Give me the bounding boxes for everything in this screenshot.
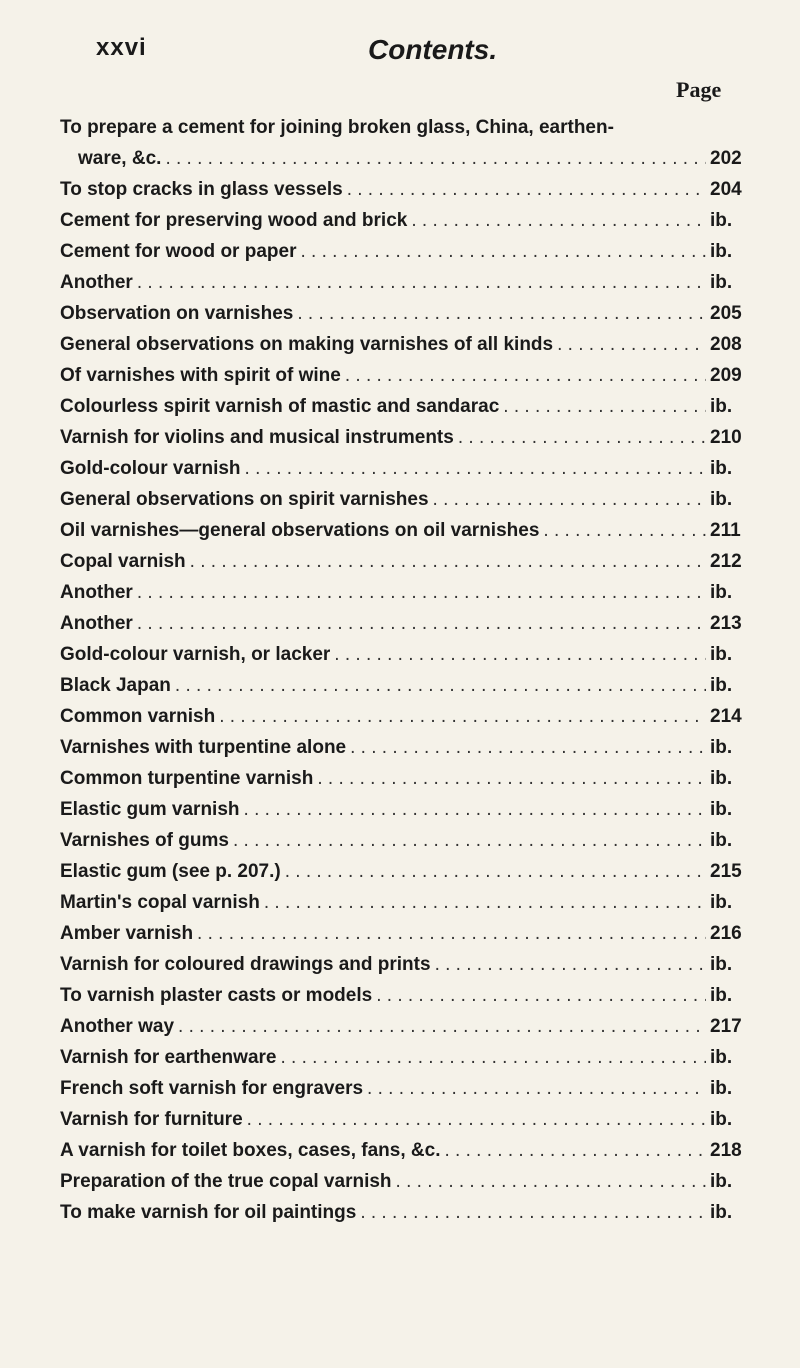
toc-entry <box>60 112 746 174</box>
toc-entry <box>60 329 746 360</box>
toc-entry-page: ib. <box>710 582 733 603</box>
toc-entry <box>60 422 746 453</box>
toc-entry-title: Preparation of the true copal varnish <box>60 1171 392 1192</box>
toc-entry-title: General observations on making varnishes of all kinds <box>60 334 554 355</box>
toc-entry-page: ib. <box>710 830 733 851</box>
toc-entry-row <box>60 763 746 794</box>
toc-entry-page: 216 <box>710 923 742 944</box>
toc-entry-title: Cement for preserving wood and brick <box>60 210 408 231</box>
toc-entry-row <box>60 918 746 949</box>
toc-entry-page: ib. <box>710 799 733 820</box>
toc-entry-title: Another <box>60 272 133 293</box>
toc-entry-title: Varnish for coloured drawings and prints <box>60 954 431 975</box>
toc-entry-page: ib. <box>710 768 733 789</box>
toc-entry-row <box>60 825 746 856</box>
toc-entry <box>60 670 746 701</box>
dot-leader <box>197 918 706 949</box>
dot-leader <box>458 422 706 453</box>
toc-entry-page: ib. <box>710 272 733 293</box>
toc-entry <box>60 1073 746 1104</box>
toc-entry-page: 210 <box>710 427 742 448</box>
toc-entry-page: 209 <box>710 365 742 386</box>
toc-entry-page: 208 <box>710 334 742 355</box>
dot-leader <box>433 484 706 515</box>
toc-entry-page: ib. <box>710 892 733 913</box>
toc-entry-page: ib. <box>710 396 733 417</box>
toc-entry-row <box>60 980 746 1011</box>
toc-entry-title: Varnish for earthenware <box>60 1047 277 1068</box>
toc-entry-title: Common varnish <box>60 706 216 727</box>
toc-entry <box>60 360 746 391</box>
toc-entry-row <box>60 1135 746 1166</box>
toc-entry-page: 212 <box>710 551 742 572</box>
dot-leader <box>334 639 706 670</box>
toc-entry-row <box>60 1166 746 1197</box>
toc-entry-row <box>60 329 746 360</box>
dot-leader <box>300 236 706 267</box>
dot-leader <box>543 515 706 546</box>
toc-entry-page: ib. <box>710 489 733 510</box>
toc-entry-title: Black Japan <box>60 675 171 696</box>
dot-leader <box>280 1042 706 1073</box>
dot-leader <box>165 143 706 174</box>
toc-entry-row <box>60 484 746 515</box>
dot-leader <box>503 391 706 422</box>
toc-entry-row <box>60 422 746 453</box>
toc-entry <box>60 298 746 329</box>
toc-entry-row <box>60 298 746 329</box>
toc-entry-row <box>60 1073 746 1104</box>
toc-entry-title: To stop cracks in glass vessels <box>60 179 343 200</box>
dot-leader <box>376 980 706 1011</box>
toc-entry-page: 211 <box>710 520 741 541</box>
dot-leader <box>247 1104 706 1135</box>
toc-entry-title: Amber varnish <box>60 923 194 944</box>
toc-entry-page: 215 <box>710 861 742 882</box>
toc-entry-page: ib. <box>710 954 733 975</box>
toc-entry <box>60 391 746 422</box>
page-number: xxvi <box>96 34 147 61</box>
toc-entry-title: To make varnish for oil paintings <box>60 1202 357 1223</box>
toc-entry-row <box>60 360 746 391</box>
toc-entry-page: ib. <box>710 458 733 479</box>
dot-leader <box>178 1011 706 1042</box>
dot-leader <box>137 267 706 298</box>
toc-entry-page: ib. <box>710 737 733 758</box>
dot-leader <box>297 298 706 329</box>
toc-entry-title: French soft varnish for engravers <box>60 1078 364 1099</box>
toc-entry <box>60 484 746 515</box>
dot-leader <box>347 174 706 205</box>
toc-entry-row <box>60 1042 746 1073</box>
toc-entry-row <box>60 887 746 918</box>
toc-entry-title: Another way <box>60 1016 175 1037</box>
toc-entry-page: ib. <box>710 1047 733 1068</box>
dot-leader <box>411 205 706 236</box>
toc-entry <box>60 949 746 980</box>
toc-entry-row <box>60 546 746 577</box>
toc-entry <box>60 856 746 887</box>
page-column-label: Page <box>676 77 722 102</box>
toc-entry-page: ib. <box>710 241 733 262</box>
toc-entry <box>60 174 746 205</box>
toc-entry-row <box>60 856 746 887</box>
toc-entry <box>60 1011 746 1042</box>
dot-leader <box>345 360 706 391</box>
toc-entry-row <box>60 670 746 701</box>
dot-leader <box>557 329 706 360</box>
toc-entry <box>60 1197 746 1228</box>
toc-entry-row <box>60 453 746 484</box>
toc-entry <box>60 1166 746 1197</box>
toc-entry <box>60 701 746 732</box>
toc-entry-page: ib. <box>710 644 733 665</box>
toc-entry-title: To varnish plaster casts or models <box>60 985 373 1006</box>
toc-entry <box>60 794 746 825</box>
toc-entry-title: Another <box>60 613 133 634</box>
toc-entry-page: 217 <box>710 1016 742 1037</box>
dot-leader <box>190 546 706 577</box>
toc-entry <box>60 825 746 856</box>
toc-entry-title: Another <box>60 582 133 603</box>
dot-leader <box>396 1166 706 1197</box>
dot-leader <box>264 887 706 918</box>
toc-entry <box>60 1042 746 1073</box>
toc-entry <box>60 546 746 577</box>
toc-entry-row <box>60 1011 746 1042</box>
toc-entry-row <box>60 608 746 639</box>
toc-entry-page: 202 <box>710 148 742 169</box>
toc-entry <box>60 608 746 639</box>
toc-entry-page: ib. <box>710 675 733 696</box>
toc-entry-title: Copal varnish <box>60 551 186 572</box>
toc-entry-title: Oil varnishes—general observations on oil varnishes <box>60 520 540 541</box>
toc-entry-row <box>60 1104 746 1135</box>
toc-entry-title: Common turpentine varnish <box>60 768 314 789</box>
toc-entry-title-line1: To prepare a cement for joining broken glass, China, earthen- <box>60 117 614 138</box>
dot-leader <box>444 1135 706 1166</box>
toc-entry-title: Varnishes with turpentine alone <box>60 737 347 758</box>
toc-entry-title: Observation on varnishes <box>60 303 294 324</box>
toc-entry-row <box>60 794 746 825</box>
toc-entry-title: General observations on spirit varnishes <box>60 489 429 510</box>
toc-entry <box>60 515 746 546</box>
toc-entry-title: A varnish for toilet boxes, cases, fans, &c. <box>60 1140 441 1161</box>
toc-entry-page: 213 <box>710 613 742 634</box>
toc-entry <box>60 918 746 949</box>
toc-entry-page: ib. <box>710 1171 733 1192</box>
dot-leader <box>360 1197 706 1228</box>
toc-entry <box>60 763 746 794</box>
dot-leader <box>245 453 706 484</box>
toc-entry <box>60 980 746 1011</box>
toc-entry <box>60 267 746 298</box>
toc-entry-row <box>60 236 746 267</box>
toc-entry-row <box>60 949 746 980</box>
page-header <box>96 34 656 74</box>
dot-leader <box>137 577 706 608</box>
toc-entry-row <box>60 205 746 236</box>
toc-entry-page: ib. <box>710 1109 733 1130</box>
toc-entry-page: 218 <box>710 1140 742 1161</box>
toc-entry <box>60 887 746 918</box>
toc-entry-title: Elastic gum (see p. 207.) <box>60 861 281 882</box>
toc-entry-title: Colourless spirit varnish of mastic and sandarac <box>60 396 500 417</box>
dot-leader <box>435 949 706 980</box>
toc-entry-row <box>60 515 746 546</box>
dot-leader <box>350 732 706 763</box>
dot-leader <box>367 1073 706 1104</box>
toc-entry-row <box>60 391 746 422</box>
toc-entry-page: ib. <box>710 210 733 231</box>
toc-entry-page: ib. <box>710 985 733 1006</box>
table-of-contents <box>60 112 746 1228</box>
dot-leader <box>285 856 706 887</box>
toc-entry-title: Gold-colour varnish <box>60 458 241 479</box>
toc-entry-row <box>60 267 746 298</box>
toc-entry <box>60 236 746 267</box>
toc-entry-title: ware, &c. <box>78 148 162 169</box>
dot-leader <box>137 608 706 639</box>
toc-entry-row <box>60 1197 746 1228</box>
dot-leader <box>317 763 706 794</box>
toc-entry-row <box>60 732 746 763</box>
toc-entry <box>60 1104 746 1135</box>
dot-leader <box>244 794 706 825</box>
toc-entry-row <box>60 577 746 608</box>
dot-leader <box>233 825 706 856</box>
toc-entry-title: Gold-colour varnish, or lacker <box>60 644 331 665</box>
toc-entry-page: ib. <box>710 1078 733 1099</box>
toc-entry-page: ib. <box>710 1202 733 1223</box>
toc-entry-row <box>60 174 746 205</box>
toc-entry <box>60 205 746 236</box>
toc-entry-title: Martin's copal varnish <box>60 892 260 913</box>
toc-entry <box>60 577 746 608</box>
toc-entry <box>60 732 746 763</box>
toc-entry-title: Elastic gum varnish <box>60 799 240 820</box>
toc-entry-row <box>60 639 746 670</box>
toc-entry-title: Varnish for furniture <box>60 1109 243 1130</box>
toc-entry-title: Cement for wood or paper <box>60 241 297 262</box>
running-head: Contents. <box>368 34 498 65</box>
toc-entry <box>60 1135 746 1166</box>
dot-leader <box>175 670 706 701</box>
toc-entry-page: 205 <box>710 303 742 324</box>
dot-leader <box>219 701 706 732</box>
toc-entry-title: Varnish for violins and musical instruments <box>60 427 454 448</box>
toc-entry-row <box>60 701 746 732</box>
toc-entry <box>60 639 746 670</box>
toc-entry-title: Of varnishes with spirit of wine <box>60 365 341 386</box>
toc-entry-page: 214 <box>710 706 742 727</box>
toc-entry-row <box>60 143 746 174</box>
toc-entry-title: Varnishes of gums <box>60 830 229 851</box>
toc-entry-page: 204 <box>710 179 742 200</box>
toc-entry <box>60 453 746 484</box>
